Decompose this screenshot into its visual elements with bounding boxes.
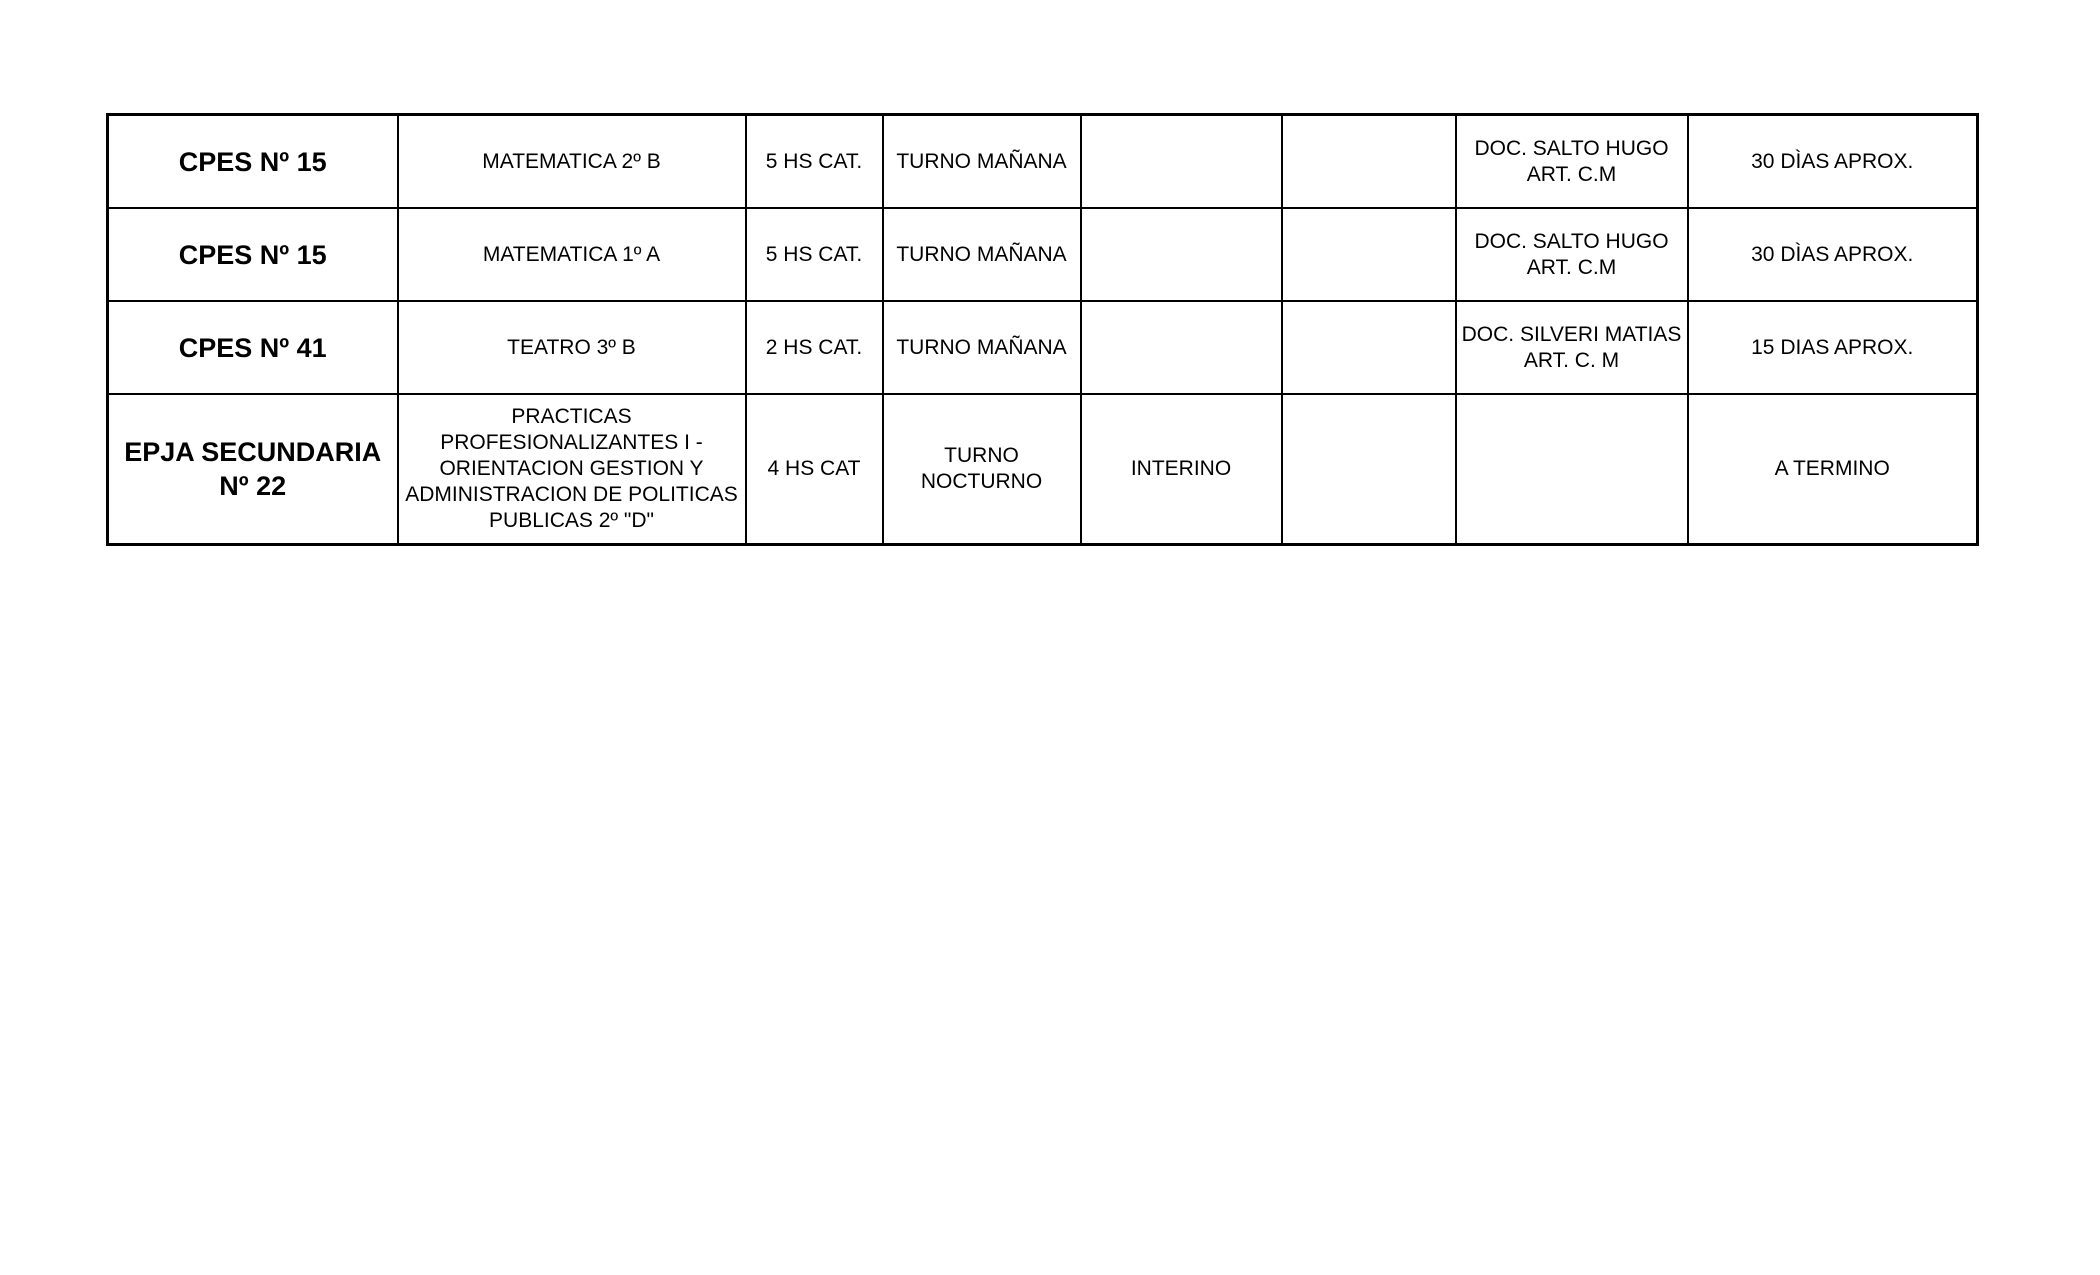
hours-cell: 2 HS CAT. — [746, 301, 883, 394]
vacancies-table — [106, 113, 1979, 546]
status-cell — [1081, 301, 1282, 394]
duration-cell: 30 DÌAS APROX. — [1688, 208, 1978, 301]
subject-cell: TEATRO 3º B — [398, 301, 746, 394]
empty-cell — [1282, 301, 1456, 394]
shift-cell: TURNO MAÑANA — [883, 208, 1081, 301]
replaced-teacher-cell: DOC. SALTO HUGO ART. C.M — [1456, 208, 1688, 301]
empty-cell — [1282, 115, 1456, 209]
shift-cell: TURNO MAÑANA — [883, 115, 1081, 209]
hours-cell: 5 HS CAT. — [746, 208, 883, 301]
table-row — [108, 301, 1978, 394]
hours-cell: 4 HS CAT — [746, 394, 883, 545]
shift-cell: TURNO MAÑANA — [883, 301, 1081, 394]
subject-cell: PRACTICAS PROFESIONALIZANTES I - ORIENTACION GESTION Y ADMINISTRACION DE POLITICAS PUBLICAS 2º "D" — [398, 394, 746, 545]
replaced-teacher-cell: DOC. SILVERI MATIAS ART. C. M — [1456, 301, 1688, 394]
school-cell: CPES Nº 41 — [108, 301, 398, 394]
replaced-teacher-cell — [1456, 394, 1688, 545]
school-cell: CPES Nº 15 — [108, 115, 398, 209]
duration-cell: 30 DÌAS APROX. — [1688, 115, 1978, 209]
status-cell — [1081, 115, 1282, 209]
table-row — [108, 208, 1978, 301]
hours-cell: 5 HS CAT. — [746, 115, 883, 209]
status-cell — [1081, 208, 1282, 301]
subject-cell: MATEMATICA 2º B — [398, 115, 746, 209]
school-cell: EPJA SECUNDARIA Nº 22 — [108, 394, 398, 545]
duration-cell: A TERMINO — [1688, 394, 1978, 545]
shift-cell: TURNO NOCTURNO — [883, 394, 1081, 545]
status-cell: INTERINO — [1081, 394, 1282, 545]
subject-cell: MATEMATICA 1º A — [398, 208, 746, 301]
empty-cell — [1282, 208, 1456, 301]
table-row — [108, 394, 1978, 545]
table-row — [108, 115, 1978, 209]
school-cell: CPES Nº 15 — [108, 208, 398, 301]
replaced-teacher-cell: DOC. SALTO HUGO ART. C.M — [1456, 115, 1688, 209]
duration-cell: 15 DIAS APROX. — [1688, 301, 1978, 394]
empty-cell — [1282, 394, 1456, 545]
